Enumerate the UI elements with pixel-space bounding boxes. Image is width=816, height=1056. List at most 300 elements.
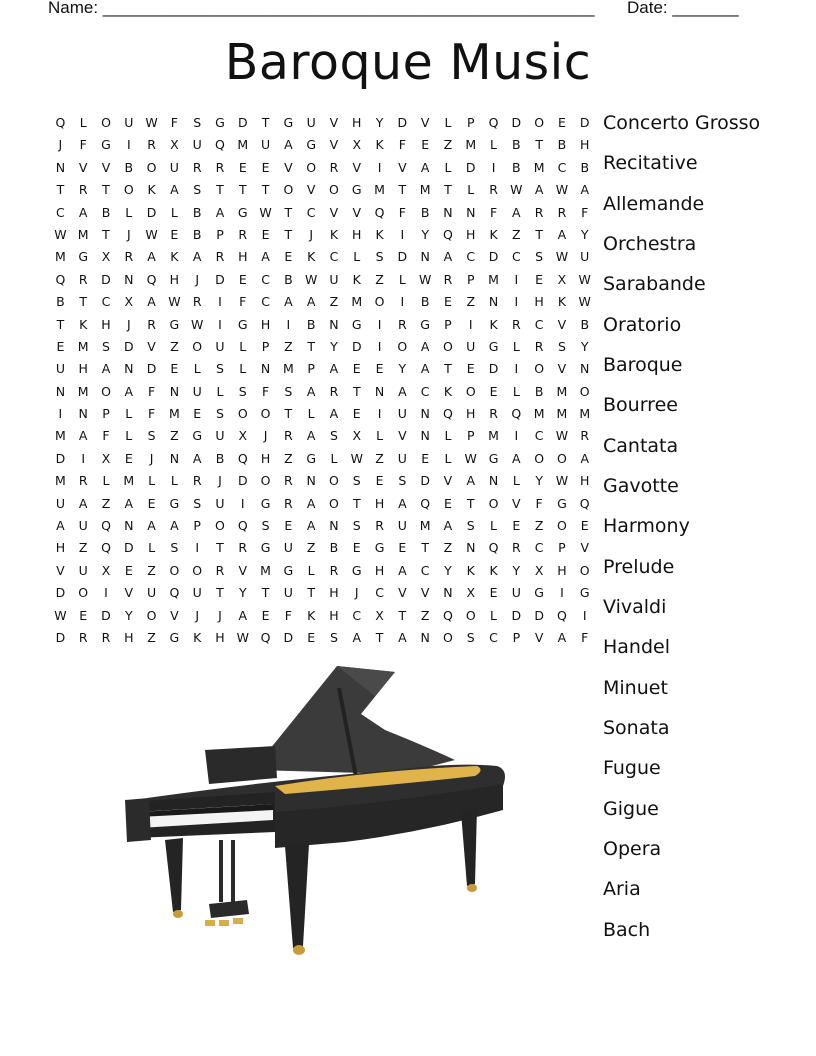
- grid-letter[interactable]: U: [397, 518, 407, 534]
- grid-letter[interactable]: Z: [329, 294, 339, 310]
- grid-letter[interactable]: L: [444, 159, 452, 175]
- grid-letter[interactable]: G: [557, 495, 567, 511]
- grid-letter[interactable]: F: [581, 204, 589, 220]
- grid-letter[interactable]: Q: [443, 406, 453, 422]
- grid-letter[interactable]: V: [580, 540, 589, 556]
- grid-letter[interactable]: O: [78, 585, 89, 601]
- grid-letter[interactable]: A: [284, 294, 293, 310]
- grid-letter[interactable]: A: [534, 182, 544, 198]
- grid-letter[interactable]: E: [398, 540, 407, 556]
- grid-letter[interactable]: O: [488, 495, 499, 511]
- grid-letter[interactable]: T: [261, 182, 270, 198]
- grid-letter[interactable]: O: [101, 115, 111, 130]
- grid-letter[interactable]: D: [397, 115, 408, 130]
- grid-letter[interactable]: N: [488, 294, 499, 310]
- grid-letter[interactable]: L: [444, 115, 452, 130]
- grid-letter[interactable]: S: [216, 361, 224, 377]
- grid-letter[interactable]: I: [377, 338, 382, 354]
- grid-letter[interactable]: D: [146, 204, 157, 220]
- grid-letter[interactable]: N: [443, 204, 453, 220]
- grid-letter[interactable]: M: [123, 473, 135, 489]
- grid-letter[interactable]: D: [146, 361, 157, 377]
- grid-letter[interactable]: T: [284, 406, 293, 422]
- grid-letter[interactable]: H: [352, 226, 362, 242]
- grid-letter[interactable]: G: [169, 495, 180, 511]
- grid-letter[interactable]: T: [307, 338, 315, 354]
- grid-letter[interactable]: T: [216, 540, 224, 556]
- grid-letter[interactable]: E: [352, 361, 361, 377]
- grid-letter[interactable]: U: [192, 383, 202, 399]
- grid-letter[interactable]: Q: [443, 226, 453, 242]
- grid-letter[interactable]: A: [238, 607, 248, 623]
- grid-letter[interactable]: B: [580, 159, 590, 175]
- grid-letter[interactable]: S: [352, 473, 361, 489]
- grid-letter[interactable]: I: [58, 406, 63, 422]
- grid-letter[interactable]: A: [329, 406, 339, 422]
- grid-letter[interactable]: V: [443, 473, 453, 489]
- grid-letter[interactable]: R: [215, 159, 225, 175]
- grid-letter[interactable]: S: [193, 182, 202, 198]
- grid-letter[interactable]: V: [147, 338, 156, 354]
- grid-letter[interactable]: V: [101, 159, 111, 175]
- grid-letter[interactable]: Q: [55, 271, 66, 287]
- grid-letter[interactable]: P: [466, 428, 475, 444]
- grid-letter[interactable]: W: [54, 607, 67, 623]
- grid-letter[interactable]: D: [420, 473, 430, 489]
- grid-letter[interactable]: L: [170, 473, 178, 489]
- grid-letter[interactable]: E: [170, 361, 179, 377]
- grid-letter[interactable]: E: [512, 518, 521, 534]
- grid-letter[interactable]: I: [400, 294, 405, 310]
- grid-letter[interactable]: B: [420, 294, 430, 310]
- grid-letter[interactable]: A: [78, 204, 88, 220]
- grid-letter[interactable]: U: [580, 249, 590, 265]
- grid-letter[interactable]: A: [329, 361, 339, 377]
- grid-letter[interactable]: E: [147, 495, 156, 511]
- grid-letter[interactable]: R: [375, 518, 384, 534]
- grid-letter[interactable]: I: [104, 585, 108, 601]
- grid-letter[interactable]: H: [466, 226, 476, 242]
- grid-letter[interactable]: L: [490, 607, 498, 623]
- grid-letter[interactable]: U: [55, 495, 65, 511]
- grid-letter[interactable]: C: [534, 428, 544, 444]
- grid-letter[interactable]: F: [147, 406, 156, 422]
- grid-letter[interactable]: O: [397, 338, 408, 354]
- grid-letter[interactable]: T: [216, 182, 224, 198]
- grid-letter[interactable]: M: [579, 406, 591, 422]
- grid-letter[interactable]: L: [467, 182, 475, 198]
- grid-letter[interactable]: E: [580, 518, 589, 534]
- grid-letter[interactable]: E: [56, 338, 65, 354]
- grid-letter[interactable]: Q: [420, 495, 431, 511]
- grid-letter[interactable]: U: [283, 585, 293, 601]
- grid-letter[interactable]: Y: [535, 473, 543, 489]
- grid-letter[interactable]: S: [466, 629, 475, 645]
- grid-letter[interactable]: T: [238, 182, 247, 198]
- grid-letter[interactable]: S: [329, 428, 338, 444]
- grid-letter[interactable]: C: [306, 204, 316, 220]
- grid-letter[interactable]: O: [534, 450, 545, 466]
- grid-letter[interactable]: M: [55, 473, 66, 489]
- grid-letter[interactable]: H: [580, 137, 590, 153]
- grid-letter[interactable]: U: [329, 271, 339, 287]
- grid-letter[interactable]: Z: [375, 450, 384, 466]
- grid-letter[interactable]: I: [560, 585, 564, 601]
- grid-letter[interactable]: X: [170, 137, 179, 153]
- grid-letter[interactable]: C: [101, 294, 111, 310]
- grid-letter[interactable]: Z: [306, 540, 316, 556]
- grid-letter[interactable]: L: [353, 249, 361, 265]
- grid-letter[interactable]: C: [534, 316, 544, 332]
- grid-letter[interactable]: C: [261, 271, 270, 287]
- grid-letter[interactable]: O: [443, 338, 453, 354]
- grid-letter[interactable]: L: [125, 204, 133, 220]
- grid-letter[interactable]: O: [329, 495, 339, 511]
- grid-letter[interactable]: A: [306, 495, 316, 511]
- grid-letter[interactable]: Q: [260, 629, 271, 645]
- grid-letter[interactable]: U: [124, 115, 134, 130]
- grid-letter[interactable]: M: [237, 137, 249, 153]
- grid-letter[interactable]: L: [376, 428, 384, 444]
- grid-letter[interactable]: A: [306, 518, 316, 534]
- grid-letter[interactable]: I: [400, 226, 405, 242]
- grid-letter[interactable]: N: [420, 629, 430, 645]
- grid-letter[interactable]: A: [443, 518, 453, 534]
- grid-letter[interactable]: K: [489, 226, 498, 242]
- grid-letter[interactable]: M: [168, 406, 180, 422]
- grid-letter[interactable]: M: [419, 182, 431, 198]
- grid-letter[interactable]: B: [580, 316, 590, 332]
- grid-letter[interactable]: T: [284, 226, 293, 242]
- grid-letter[interactable]: Z: [420, 607, 430, 623]
- grid-letter[interactable]: Q: [215, 137, 225, 153]
- grid-letter[interactable]: W: [145, 115, 158, 130]
- grid-letter[interactable]: A: [420, 338, 430, 354]
- grid-letter[interactable]: S: [557, 338, 566, 354]
- grid-letter[interactable]: W: [555, 182, 569, 198]
- grid-letter[interactable]: V: [284, 159, 293, 175]
- grid-letter[interactable]: U: [215, 428, 225, 444]
- grid-letter[interactable]: U: [169, 159, 179, 175]
- grid-letter[interactable]: N: [580, 361, 590, 377]
- grid-letter[interactable]: L: [330, 450, 338, 466]
- grid-letter[interactable]: T: [398, 182, 407, 198]
- grid-letter[interactable]: U: [397, 406, 407, 422]
- grid-letter[interactable]: V: [512, 495, 521, 511]
- grid-letter[interactable]: M: [55, 428, 66, 444]
- grid-letter[interactable]: R: [534, 338, 544, 354]
- grid-letter[interactable]: V: [352, 159, 362, 175]
- grid-letter[interactable]: B: [512, 137, 521, 153]
- grid-letter[interactable]: L: [444, 450, 452, 466]
- grid-letter[interactable]: A: [56, 518, 65, 534]
- grid-letter[interactable]: A: [192, 450, 202, 466]
- grid-letter[interactable]: Z: [147, 562, 156, 578]
- grid-letter[interactable]: L: [512, 473, 520, 489]
- grid-letter[interactable]: A: [192, 249, 202, 265]
- grid-letter[interactable]: Q: [488, 115, 499, 130]
- grid-letter[interactable]: V: [420, 585, 430, 601]
- grid-letter[interactable]: I: [514, 271, 519, 287]
- grid-letter[interactable]: F: [489, 204, 498, 220]
- grid-letter[interactable]: E: [557, 115, 566, 130]
- grid-letter[interactable]: U: [306, 115, 316, 130]
- grid-letter[interactable]: S: [261, 518, 270, 534]
- grid-letter[interactable]: W: [555, 249, 569, 265]
- grid-letter[interactable]: S: [398, 473, 407, 489]
- grid-letter[interactable]: V: [329, 137, 339, 153]
- grid-letter[interactable]: I: [377, 316, 382, 332]
- grid-letter[interactable]: P: [216, 226, 224, 242]
- grid-letter[interactable]: R: [489, 182, 498, 198]
- grid-letter[interactable]: M: [282, 361, 294, 377]
- grid-letter[interactable]: W: [464, 450, 477, 466]
- grid-letter[interactable]: G: [283, 115, 294, 130]
- grid-letter[interactable]: N: [124, 518, 134, 534]
- grid-letter[interactable]: C: [534, 540, 544, 556]
- grid-letter[interactable]: F: [535, 495, 543, 511]
- grid-letter[interactable]: D: [237, 115, 248, 130]
- grid-letter[interactable]: H: [260, 450, 271, 466]
- grid-letter[interactable]: E: [421, 450, 430, 466]
- grid-letter[interactable]: D: [101, 607, 111, 623]
- grid-letter[interactable]: T: [56, 182, 65, 198]
- grid-letter[interactable]: V: [78, 159, 88, 175]
- grid-letter[interactable]: D: [123, 338, 134, 354]
- grid-letter[interactable]: T: [352, 495, 361, 511]
- grid-letter[interactable]: A: [512, 450, 521, 466]
- grid-letter[interactable]: I: [218, 316, 222, 332]
- grid-letter[interactable]: Y: [421, 226, 429, 242]
- grid-letter[interactable]: T: [79, 294, 88, 310]
- grid-letter[interactable]: M: [77, 226, 89, 242]
- grid-letter[interactable]: D: [215, 271, 225, 287]
- grid-letter[interactable]: T: [535, 137, 543, 153]
- grid-letter[interactable]: N: [55, 383, 66, 399]
- grid-letter[interactable]: S: [238, 383, 247, 399]
- grid-letter[interactable]: I: [81, 450, 86, 466]
- grid-letter[interactable]: Q: [101, 518, 111, 534]
- grid-letter[interactable]: T: [261, 585, 270, 601]
- grid-letter[interactable]: A: [170, 518, 179, 534]
- grid-letter[interactable]: S: [329, 629, 338, 645]
- grid-letter[interactable]: D: [101, 271, 111, 287]
- grid-letter[interactable]: H: [124, 629, 134, 645]
- grid-letter[interactable]: V: [398, 585, 407, 601]
- grid-letter[interactable]: A: [306, 383, 316, 399]
- grid-letter[interactable]: T: [216, 585, 224, 601]
- grid-letter[interactable]: A: [398, 383, 407, 399]
- grid-letter[interactable]: R: [329, 383, 339, 399]
- grid-letter[interactable]: S: [193, 115, 202, 130]
- grid-letter[interactable]: B: [192, 204, 202, 220]
- grid-letter[interactable]: Q: [579, 495, 590, 511]
- grid-letter[interactable]: A: [147, 518, 156, 534]
- grid-letter[interactable]: A: [261, 249, 270, 265]
- grid-letter[interactable]: Z: [534, 518, 544, 534]
- grid-letter[interactable]: C: [511, 249, 521, 265]
- grid-letter[interactable]: R: [511, 316, 521, 332]
- grid-letter[interactable]: E: [124, 562, 133, 578]
- grid-letter[interactable]: V: [329, 204, 339, 220]
- grid-letter[interactable]: T: [398, 607, 407, 623]
- grid-letter[interactable]: O: [237, 406, 248, 422]
- grid-letter[interactable]: X: [375, 607, 384, 623]
- grid-letter[interactable]: O: [557, 518, 567, 534]
- grid-letter[interactable]: W: [555, 428, 569, 444]
- grid-letter[interactable]: C: [466, 249, 476, 265]
- grid-letter[interactable]: R: [284, 473, 293, 489]
- grid-letter[interactable]: O: [329, 182, 339, 198]
- grid-letter[interactable]: Y: [398, 361, 407, 377]
- grid-letter[interactable]: O: [306, 159, 317, 175]
- grid-letter[interactable]: U: [283, 540, 293, 556]
- grid-letter[interactable]: M: [533, 406, 545, 422]
- grid-letter[interactable]: F: [261, 383, 270, 399]
- date-field[interactable]: Date: _______: [627, 0, 739, 17]
- grid-letter[interactable]: Q: [146, 271, 157, 287]
- grid-letter[interactable]: K: [375, 226, 384, 242]
- grid-letter[interactable]: J: [126, 226, 131, 242]
- grid-letter[interactable]: R: [78, 182, 88, 198]
- grid-letter[interactable]: K: [352, 271, 361, 287]
- grid-letter[interactable]: W: [190, 316, 204, 332]
- grid-letter[interactable]: W: [236, 629, 249, 645]
- grid-letter[interactable]: B: [192, 226, 202, 242]
- grid-letter[interactable]: N: [420, 428, 430, 444]
- grid-letter[interactable]: W: [555, 473, 569, 489]
- name-field[interactable]: Name: ____________________________________________________: [48, 0, 595, 17]
- grid-letter[interactable]: N: [488, 473, 499, 489]
- grid-letter[interactable]: U: [147, 585, 157, 601]
- grid-letter[interactable]: V: [398, 428, 407, 444]
- grid-letter[interactable]: C: [261, 294, 270, 310]
- grid-letter[interactable]: H: [329, 607, 339, 623]
- grid-letter[interactable]: B: [56, 294, 65, 310]
- grid-letter[interactable]: S: [466, 518, 475, 534]
- grid-letter[interactable]: G: [306, 450, 316, 466]
- grid-letter[interactable]: D: [534, 607, 544, 623]
- grid-letter[interactable]: E: [489, 383, 498, 399]
- grid-letter[interactable]: N: [124, 361, 134, 377]
- grid-letter[interactable]: G: [101, 137, 111, 153]
- grid-letter[interactable]: V: [557, 361, 567, 377]
- grid-letter[interactable]: U: [215, 338, 225, 354]
- grid-letter[interactable]: N: [260, 361, 271, 377]
- grid-letter[interactable]: I: [377, 406, 382, 422]
- grid-letter[interactable]: R: [511, 540, 521, 556]
- grid-letter[interactable]: R: [147, 137, 156, 153]
- grid-letter[interactable]: S: [352, 518, 361, 534]
- grid-letter[interactable]: R: [238, 540, 248, 556]
- grid-letter[interactable]: R: [101, 629, 111, 645]
- grid-letter[interactable]: W: [259, 204, 272, 220]
- grid-letter[interactable]: K: [375, 137, 384, 153]
- grid-letter[interactable]: X: [238, 428, 248, 444]
- grid-letter[interactable]: L: [239, 338, 247, 354]
- grid-letter[interactable]: A: [170, 182, 179, 198]
- grid-letter[interactable]: B: [557, 137, 567, 153]
- grid-letter[interactable]: Z: [78, 540, 88, 556]
- grid-letter[interactable]: G: [488, 450, 499, 466]
- grid-letter[interactable]: Z: [170, 338, 179, 354]
- grid-letter[interactable]: A: [420, 159, 430, 175]
- grid-letter[interactable]: R: [192, 294, 202, 310]
- grid-letter[interactable]: B: [512, 159, 521, 175]
- grid-letter[interactable]: A: [580, 182, 589, 198]
- grid-letter[interactable]: C: [56, 204, 65, 220]
- grid-letter[interactable]: C: [557, 159, 567, 175]
- grid-letter[interactable]: R: [215, 249, 225, 265]
- grid-letter[interactable]: E: [375, 361, 384, 377]
- grid-letter[interactable]: O: [534, 361, 545, 377]
- grid-letter[interactable]: E: [193, 406, 202, 422]
- grid-letter[interactable]: H: [374, 562, 385, 578]
- grid-letter[interactable]: S: [102, 338, 110, 354]
- grid-letter[interactable]: G: [260, 495, 271, 511]
- grid-letter[interactable]: U: [78, 518, 88, 534]
- grid-letter[interactable]: A: [78, 495, 88, 511]
- grid-letter[interactable]: D: [511, 607, 522, 623]
- grid-letter[interactable]: H: [260, 316, 271, 332]
- grid-letter[interactable]: H: [534, 294, 544, 310]
- grid-letter[interactable]: K: [307, 607, 316, 623]
- grid-letter[interactable]: Y: [512, 562, 521, 578]
- grid-letter[interactable]: U: [511, 585, 521, 601]
- grid-letter[interactable]: V: [398, 159, 407, 175]
- grid-letter[interactable]: J: [126, 316, 131, 332]
- grid-letter[interactable]: G: [169, 629, 180, 645]
- grid-letter[interactable]: Y: [375, 115, 384, 130]
- grid-letter[interactable]: E: [261, 607, 270, 623]
- grid-letter[interactable]: L: [307, 406, 315, 422]
- grid-letter[interactable]: T: [284, 204, 293, 220]
- grid-letter[interactable]: Y: [124, 607, 133, 623]
- grid-letter[interactable]: T: [307, 585, 315, 601]
- grid-letter[interactable]: K: [489, 562, 498, 578]
- grid-letter[interactable]: M: [556, 383, 568, 399]
- grid-letter[interactable]: R: [192, 473, 202, 489]
- grid-letter[interactable]: O: [579, 562, 590, 578]
- grid-letter[interactable]: H: [78, 361, 88, 377]
- grid-letter[interactable]: N: [169, 383, 180, 399]
- grid-letter[interactable]: S: [193, 495, 202, 511]
- grid-letter[interactable]: P: [444, 316, 452, 332]
- grid-letter[interactable]: Q: [169, 585, 180, 601]
- grid-letter[interactable]: Y: [444, 562, 452, 578]
- grid-letter[interactable]: K: [443, 383, 453, 399]
- grid-letter[interactable]: Z: [375, 271, 384, 287]
- grid-letter[interactable]: J: [58, 137, 63, 153]
- grid-letter[interactable]: D: [237, 473, 248, 489]
- grid-letter[interactable]: R: [192, 159, 202, 175]
- grid-letter[interactable]: Q: [557, 607, 567, 623]
- grid-letter[interactable]: V: [56, 562, 65, 578]
- grid-letter[interactable]: Z: [443, 540, 453, 556]
- grid-letter[interactable]: M: [55, 249, 66, 265]
- grid-letter[interactable]: P: [466, 271, 475, 287]
- grid-letter[interactable]: T: [466, 495, 475, 511]
- grid-letter[interactable]: N: [420, 249, 430, 265]
- grid-letter[interactable]: O: [192, 562, 203, 578]
- grid-letter[interactable]: F: [398, 137, 406, 153]
- grid-letter[interactable]: K: [147, 182, 156, 198]
- grid-letter[interactable]: A: [124, 495, 134, 511]
- grid-letter[interactable]: J: [354, 585, 359, 601]
- grid-letter[interactable]: O: [101, 383, 111, 399]
- grid-letter[interactable]: R: [215, 562, 225, 578]
- grid-letter[interactable]: M: [465, 137, 477, 153]
